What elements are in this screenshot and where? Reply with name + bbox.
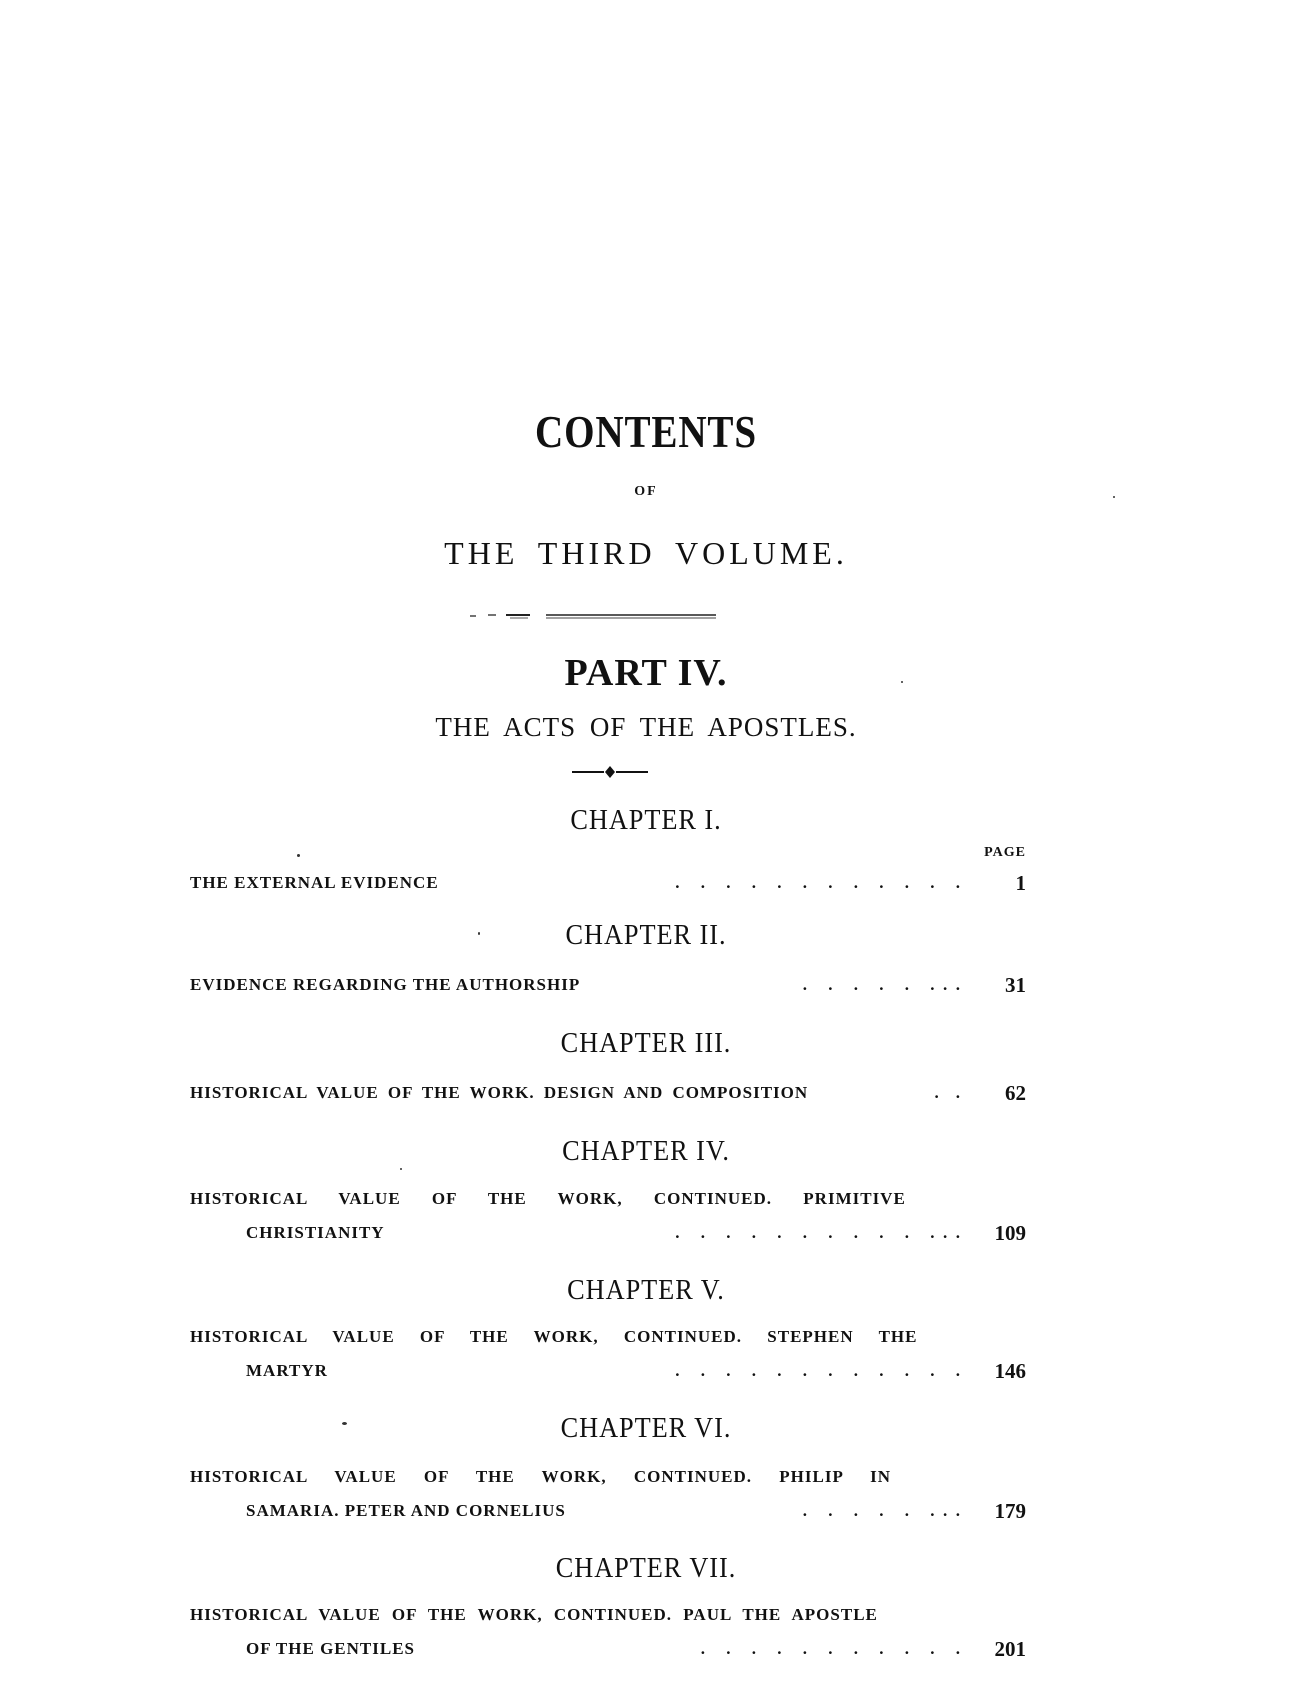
toc-entry (190, 1598, 1026, 1666)
toc-entry (190, 1182, 1026, 1250)
chapter-heading: CHAPTER V. (567, 1275, 725, 1306)
scan-speck (342, 1422, 347, 1425)
entry-title: HISTORICAL VALUE OF THE WORK, CONTINUED. STEPHEN THE (190, 1327, 918, 1346)
entry-title: CHRISTIANITY (246, 1223, 385, 1242)
entry-title: OF THE GENTILES (246, 1639, 415, 1658)
decorative-rule (470, 611, 718, 619)
dot-leader: . . . . . . . . . . . . (675, 873, 960, 892)
entry-title: EVIDENCE REGARDING THE AUTHORSHIP (190, 975, 581, 994)
entry-title: MARTYR (246, 1361, 328, 1380)
toc-entry (190, 968, 1026, 1002)
entry-title: HISTORICAL VALUE OF THE WORK, CONTINUED. PHILIP IN (190, 1467, 892, 1486)
diamond-ornament-icon (570, 765, 650, 779)
toc-entry (190, 1460, 1026, 1528)
chapter-heading: CHAPTER II. (565, 920, 727, 951)
page-title: CONTENTS (535, 406, 757, 457)
title-connector: OF (634, 484, 658, 499)
chapter-heading: CHAPTER VII. (555, 1553, 737, 1584)
page-number: 146 (994, 1359, 1026, 1383)
entry-title: HISTORICAL VALUE OF THE WORK. DESIGN AND COMPOSITION (190, 1083, 809, 1102)
dot-leader: . . . . . . . . . . . . . (675, 1223, 960, 1242)
volume-title: THE THIRD VOLUME. (444, 535, 848, 571)
toc-entry (190, 866, 1026, 900)
dot-leader: . . . . . . . . . . . . (675, 1361, 960, 1380)
dot-leader: . . . . . . . . . . . (700, 1639, 960, 1658)
entry-title: THE EXTERNAL EVIDENCE (190, 873, 439, 892)
chapter-heading: CHAPTER I. (570, 805, 722, 836)
scan-speck (297, 854, 300, 857)
part-number: PART IV. (564, 652, 728, 694)
toc-entry (190, 1320, 1026, 1388)
entry-title: HISTORICAL VALUE OF THE WORK, CONTINUED. PAUL THE APOSTLE (190, 1605, 878, 1624)
part-subtitle: THE ACTS OF THE APOSTLES. (435, 712, 857, 742)
page-number: 62 (1005, 1081, 1026, 1105)
page-number: 31 (1005, 973, 1026, 997)
scan-speck (1113, 496, 1115, 498)
scan-speck (901, 681, 903, 683)
scan-speck (478, 932, 480, 935)
chapter-heading: CHAPTER VI. (560, 1413, 732, 1444)
page-number: 109 (994, 1221, 1026, 1245)
entry-title: HISTORICAL VALUE OF THE WORK, CONTINUED. PRIMITIVE (190, 1189, 906, 1208)
dot-leader: . . . . . . . . (802, 1501, 960, 1520)
dot-leader: . . (934, 1083, 960, 1102)
toc-entry (190, 1076, 1026, 1110)
page-number: 179 (994, 1499, 1026, 1523)
page-number: 201 (994, 1637, 1026, 1661)
page-column-label: PAGE (984, 845, 1026, 860)
entry-title: SAMARIA. PETER AND CORNELIUS (246, 1501, 566, 1520)
chapter-heading: CHAPTER III. (560, 1028, 732, 1059)
page-number: 1 (1015, 871, 1026, 895)
chapter-heading: CHAPTER IV. (562, 1136, 730, 1167)
scan-speck (400, 1168, 402, 1170)
dot-leader: . . . . . . . . (802, 975, 960, 994)
